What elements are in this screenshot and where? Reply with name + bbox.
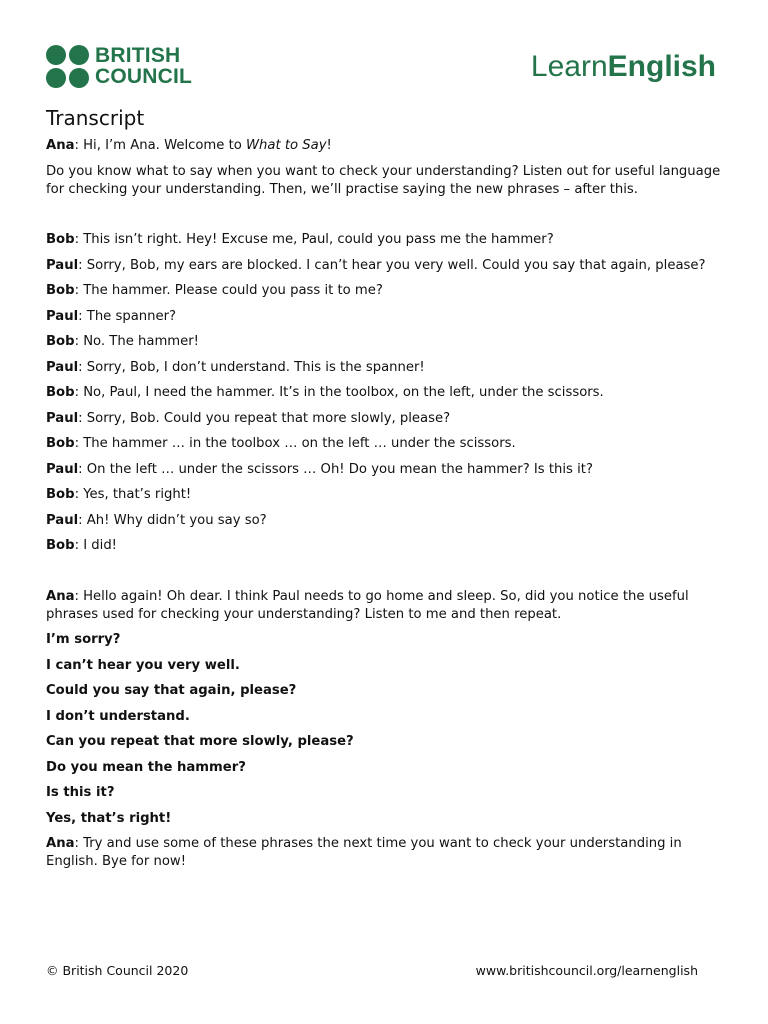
- line-text: : On the left … under the scissors … Oh! Do you mean the hammer? Is this it?: [78, 461, 593, 477]
- speaker-name: Bob: [46, 283, 75, 298]
- line-text: : I did!: [74, 538, 117, 553]
- useful-phrase: Yes, that’s right!: [46, 810, 172, 826]
- show-title: What to Say: [246, 138, 327, 153]
- page-footer: [46, 963, 698, 978]
- page-title: Transcript: [46, 106, 145, 130]
- speaker-name: Paul: [46, 512, 79, 528]
- useful-phrase: I don’t understand.: [46, 708, 190, 724]
- speaker-name: Paul: [46, 257, 79, 273]
- dialogue-line: [46, 512, 726, 530]
- footer-url: www.britishcouncil.org/learnenglish: [475, 963, 698, 978]
- british-council-logo: [46, 44, 192, 88]
- transcript-line: [46, 588, 726, 624]
- speaker-name: Bob: [46, 436, 75, 451]
- line-text: : Sorry, Bob, my ears are blocked. I can’t hear you very well. Could you say that again, please?: [78, 257, 706, 273]
- dialogue-line: [46, 384, 726, 402]
- speaker-name: Bob: [46, 385, 75, 400]
- dialogue-section: [46, 231, 726, 555]
- dialogue-line: [46, 257, 726, 275]
- logo-wordmark: [95, 45, 192, 87]
- dialogue-line: [46, 231, 726, 249]
- logo-line-1: BRITISH: [95, 44, 181, 67]
- dialogue-line: [46, 282, 726, 300]
- dialogue-line: [46, 359, 726, 377]
- line-text: : Ah! Why didn’t you say so?: [78, 512, 267, 528]
- dialogue-line: [46, 461, 726, 479]
- speaker-name: Paul: [46, 359, 79, 375]
- speaker-name: Bob: [46, 538, 75, 553]
- speaker-name: Bob: [46, 334, 75, 349]
- line-text: : The hammer … in the toolbox … on the left … under the scissors.: [74, 436, 516, 451]
- line-text: : Sorry, Bob, I don’t understand. This is the spanner!: [78, 359, 425, 375]
- line-text: : Sorry, Bob. Could you repeat that more slowly, please?: [78, 410, 451, 426]
- speaker-name: Ana: [46, 138, 75, 153]
- useful-phrase: Do you mean the hammer?: [46, 759, 246, 775]
- useful-phrase: Could you say that again, please?: [46, 683, 297, 698]
- line-text: : No, Paul, I need the hammer. It’s in the toolbox, on the left, under the scissors.: [74, 385, 604, 400]
- dialogue-line: [46, 537, 726, 555]
- useful-phrase: Can you repeat that more slowly, please?: [46, 734, 354, 749]
- line-text: : Try and use some of these phrases the next time you want to check your understanding in English. Bye for now!: [46, 836, 682, 869]
- speaker-name: Ana: [46, 836, 75, 851]
- line-text: : Yes, that’s right!: [74, 487, 192, 502]
- dialogue-line: [46, 486, 726, 504]
- speaker-name: Paul: [46, 410, 79, 426]
- learn-word: Learn: [530, 50, 608, 83]
- line-text: : Hi, I’m Ana. Welcome to: [74, 138, 247, 153]
- line-text: : The spanner?: [78, 308, 177, 324]
- logo-dots-icon: [46, 45, 89, 88]
- speaker-name: Bob: [46, 232, 75, 247]
- dialogue-line: [46, 435, 726, 453]
- dialogue-line: [46, 308, 726, 326]
- transcript-paragraph: Do you know what to say when you want to check your understanding? Listen out for useful language for checking your understanding. Then, we’ll practise saying the new phrases – after this.: [46, 163, 721, 197]
- useful-phrases-list: [46, 631, 726, 828]
- line-text: : Hello again! Oh dear. I think Paul needs to go home and sleep. So, did you notice the useful phrases used for checking your understanding? Listen to me and then repeat.: [46, 588, 689, 622]
- dialogue-line: [46, 333, 726, 351]
- speaker-name: Ana: [46, 588, 75, 604]
- line-text: : No. The hammer!: [74, 334, 199, 349]
- speaker-name: Paul: [46, 461, 79, 477]
- useful-phrase: I can’t hear you very well.: [46, 657, 240, 673]
- logo-line-2: COUNCIL: [95, 65, 193, 88]
- dialogue-line: [46, 410, 726, 428]
- transcript-body: [46, 137, 726, 879]
- transcript-line: [46, 835, 726, 871]
- line-text: : This isn’t right. Hey! Excuse me, Paul, could you pass me the hammer?: [74, 232, 554, 247]
- useful-phrase: Is this it?: [46, 785, 115, 800]
- english-word: English: [607, 50, 716, 83]
- speaker-name: Bob: [46, 487, 75, 502]
- useful-phrase: I’m sorry?: [46, 632, 121, 647]
- copyright-text: © British Council 2020: [46, 963, 189, 978]
- speaker-name: Paul: [46, 308, 79, 324]
- line-text: : The hammer. Please could you pass it to me?: [74, 283, 383, 298]
- line-text-end: !: [326, 138, 332, 153]
- learnenglish-logo: [531, 52, 716, 82]
- transcript-line: [46, 137, 726, 155]
